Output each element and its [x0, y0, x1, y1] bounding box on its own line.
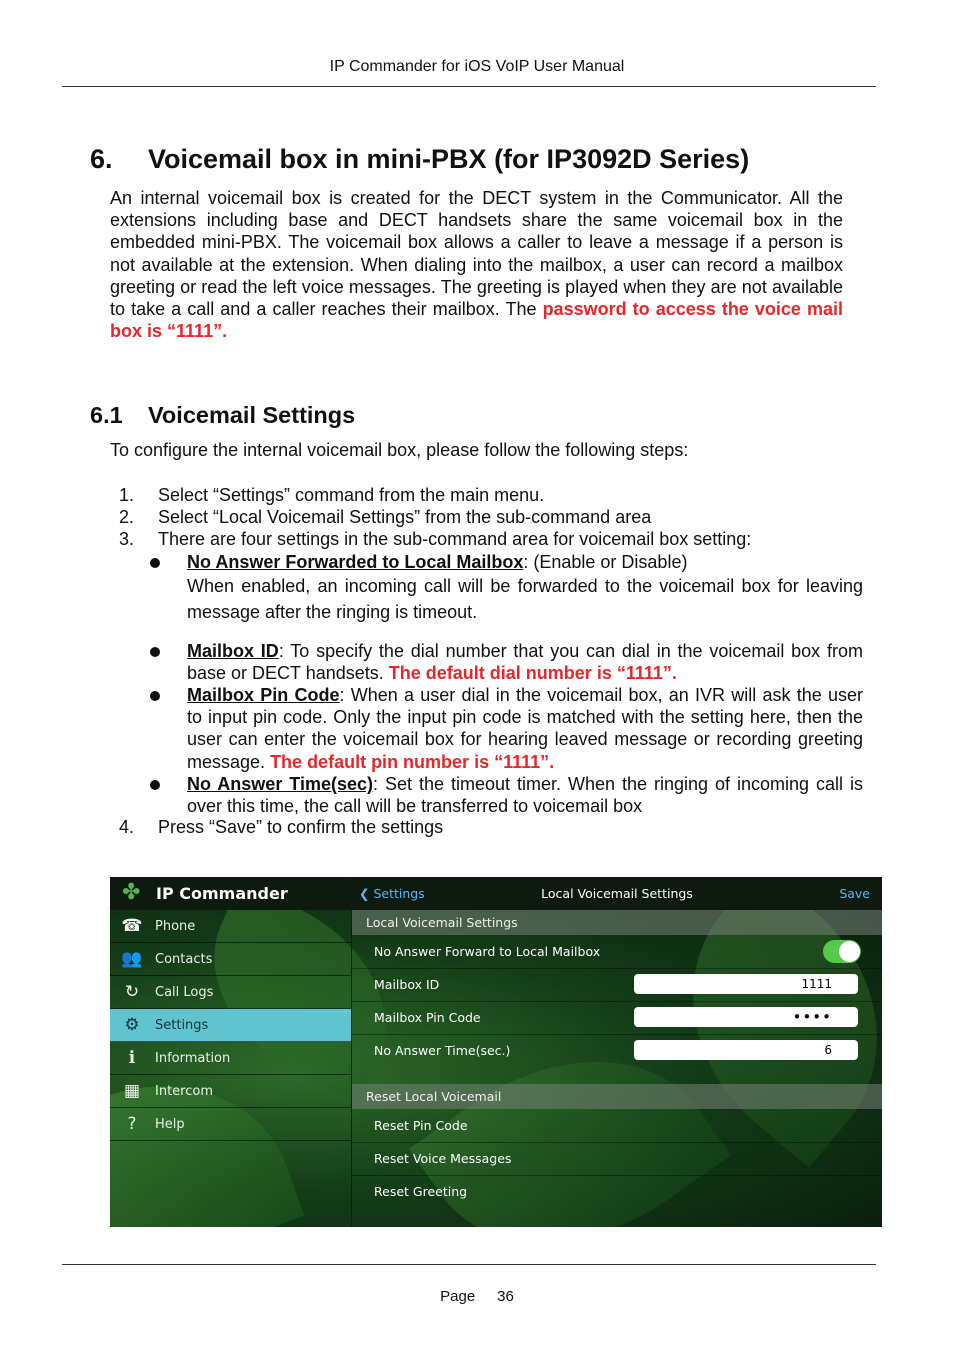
pin-code-value: •••• [792, 1008, 832, 1026]
mailbox-id-label: Mailbox ID [374, 977, 440, 992]
nav-bar [352, 877, 882, 910]
group-header [352, 910, 882, 935]
reset-greeting-button[interactable]: Reset Greeting [374, 1184, 468, 1199]
help-icon: ? [127, 1114, 137, 1134]
chevron-left-icon: ❮ [359, 886, 370, 901]
bullet-item [150, 551, 863, 625]
group-title: Reset Local Voicemail [366, 1089, 502, 1104]
phone-icon: ☎ [121, 916, 143, 936]
back-label: Settings [373, 886, 425, 901]
app-brand [110, 877, 351, 910]
page-number: 36 [497, 1288, 514, 1305]
bullet-term: Mailbox ID [187, 641, 279, 661]
bullet-item [150, 640, 863, 684]
sidebar-item-phone[interactable] [110, 910, 351, 943]
no-answer-time-input[interactable] [634, 1040, 858, 1060]
sidebar-item-help[interactable] [110, 1108, 351, 1141]
sidebar-item-label: Settings [155, 1018, 209, 1033]
pin-code-label: Mailbox Pin Code [374, 1010, 481, 1025]
reset-pin-button[interactable]: Reset Pin Code [374, 1118, 468, 1133]
bullet-detail: When enabled, an incoming call will be forwarded to the voicemail box for leaving message after the ringing is timeout. [187, 576, 863, 623]
sidebar-item-call-logs[interactable] [110, 976, 351, 1009]
step-item [119, 817, 443, 838]
bullet-text: : To specify the dial number that you can dial in the voicemail box from base or DECT handsets. [187, 641, 863, 684]
sidebar-item-label: Call Logs [155, 985, 214, 1000]
brand-name: IP Commander [156, 884, 288, 903]
header-rule [62, 86, 876, 87]
sidebar-item-intercom[interactable] [110, 1075, 351, 1108]
app-screenshot [110, 877, 882, 1227]
subsection-title: Voicemail Settings [148, 402, 356, 428]
steps-intro: To configure the internal voicemail box, please follow the following steps: [110, 440, 689, 460]
section-heading [90, 144, 749, 175]
subsection-heading [90, 402, 355, 429]
bullet-dot [150, 691, 160, 701]
page-label: Page [440, 1288, 476, 1305]
sidebar [110, 877, 352, 1227]
step-item [119, 485, 544, 506]
bullet-dot [150, 558, 160, 568]
subsection-number: 6.1 [90, 402, 123, 428]
forward-setting-row [352, 935, 882, 969]
contacts-icon: 👥 [121, 949, 143, 969]
step-text: There are four settings in the sub-command area for voicemail box setting: [158, 529, 752, 549]
no-answer-time-label: No Answer Time(sec.) [374, 1043, 511, 1058]
sidebar-item-label: Phone [155, 919, 196, 934]
no-answer-time-row [352, 1034, 882, 1067]
sidebar-item-contacts[interactable] [110, 943, 351, 976]
save-button[interactable]: Save [839, 886, 870, 901]
pin-code-input[interactable] [634, 1007, 858, 1027]
forward-label: No Answer Forward to Local Mailbox [374, 944, 601, 959]
password-note: password to access the voice mail box is “1111”. [110, 299, 843, 342]
step-item [119, 529, 751, 550]
reset-pin-row[interactable] [352, 1109, 882, 1143]
bullet-text: : Set the timeout timer. When the ringing of incoming call is over this time, the call will be transferred to voicemail box [187, 774, 863, 817]
toggle-knob [839, 941, 860, 962]
step-number: 4. [119, 817, 135, 837]
pin-code-row [352, 1001, 882, 1035]
mailbox-id-input[interactable] [634, 974, 858, 994]
clover-logo-icon: ✤ [122, 880, 141, 905]
section-number: 6. [90, 144, 113, 174]
sidebar-item-label: Help [155, 1117, 185, 1132]
running-header: IP Commander for iOS VoIP User Manual [329, 58, 625, 75]
sidebar-item-label: Information [155, 1051, 231, 1066]
step-number: 1. [119, 485, 135, 505]
info-icon: ℹ [128, 1048, 136, 1068]
bullet-item [150, 684, 863, 773]
sidebar-item-label: Intercom [155, 1084, 213, 1099]
no-answer-time-value: 6 [824, 1043, 832, 1057]
bullet-term: Mailbox Pin Code [187, 685, 340, 705]
reset-messages-row[interactable] [352, 1142, 882, 1176]
sidebar-item-label: Contacts [155, 952, 213, 967]
footer-rule [62, 1264, 876, 1265]
gear-icon: ⚙ [124, 1015, 140, 1035]
bullet-text: : When a user dial in the voicemail box, an IVR will ask the user to input pin code. Only the input pin code is matched with the setting here, then the user can enter the voicemail box for hearing leaved message or recording greeting message. [187, 685, 863, 772]
forward-toggle[interactable] [823, 940, 861, 963]
intercom-icon: ▦ [123, 1081, 141, 1101]
call-logs-icon: ↻ [124, 982, 140, 1002]
default-pin-note: The default pin number is “1111”. [270, 751, 555, 772]
bullet-term: No Answer Forwarded to Local Mailbox [187, 552, 524, 572]
group-header [352, 1084, 882, 1109]
sidebar-item-information[interactable] [110, 1042, 351, 1075]
bullet-text: : (Enable or Disable) [523, 552, 688, 572]
mailbox-id-value: 1111 [801, 977, 832, 991]
section-title: Voicemail box in mini-PBX (for IP3092D Series) [148, 144, 750, 174]
screen-title: Local Voicemail Settings [541, 886, 693, 901]
bullet-item [150, 773, 863, 817]
reset-messages-button[interactable]: Reset Voice Messages [374, 1151, 512, 1166]
bullet-term: No Answer Time(sec) [187, 774, 374, 794]
bullet-dot [150, 780, 160, 790]
step-number: 3. [119, 529, 135, 549]
step-text: Press “Save” to confirm the settings [158, 817, 444, 837]
reset-greeting-row[interactable] [352, 1175, 882, 1208]
page-footer [0, 1288, 954, 1305]
group-title: Local Voicemail Settings [366, 915, 518, 930]
mailbox-id-row [352, 968, 882, 1002]
sidebar-item-settings[interactable] [110, 1009, 351, 1042]
default-dial-note: The default dial number is “1111”. [388, 663, 677, 684]
step-number: 2. [119, 507, 135, 527]
step-item [119, 507, 651, 528]
intro-text: An internal voicemail box is created for the DECT system in the Communicator. All the extensions including base and DECT handsets share the same voicemail box in the embedded mini-PBX. The voicemail box allows a caller to leave a message if a person is not available at the extension. When dialing into the mailbox, a user can record a mailbox greeting or read the left voice messages. The greeting is played when they are not available to take a call and a caller reaches their mailbox. The [110, 188, 843, 320]
step-text: Select “Local Voicemail Settings” from the sub-command area [158, 507, 652, 527]
bullet-dot [150, 647, 160, 657]
step-text: Select “Settings” command from the main menu. [158, 485, 545, 505]
section-intro [110, 187, 843, 342]
